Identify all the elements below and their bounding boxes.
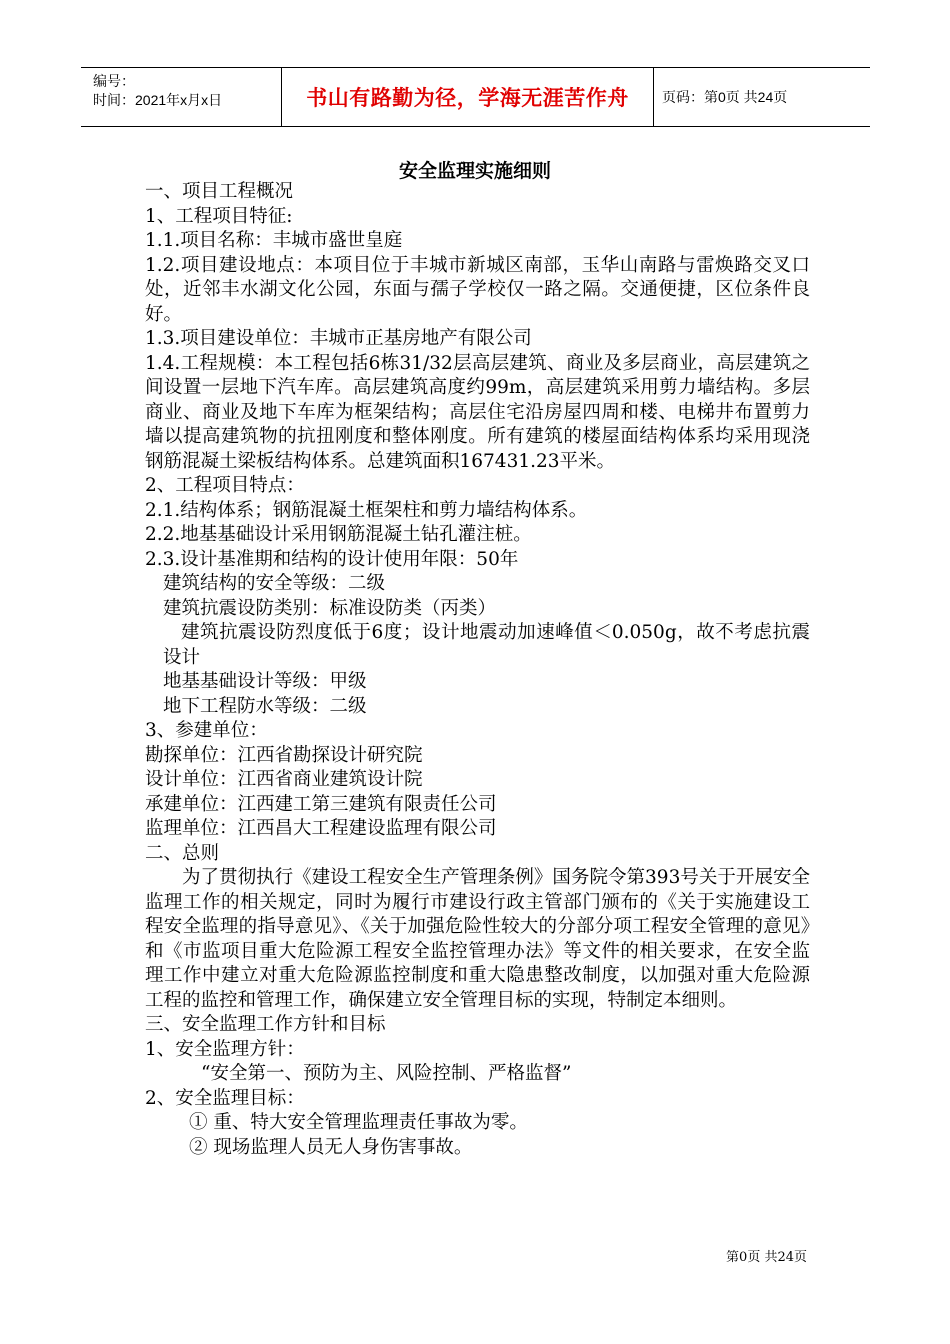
subsection-heading: 3、参建单位： — [145, 720, 268, 741]
subsection-heading: 2、工程项目特点： — [145, 475, 305, 496]
paragraph: 建筑结构的安全等级：二级 — [163, 573, 386, 594]
paragraph: 2.2.地基基础设计采用钢筋混凝土钻孔灌注桩。 — [145, 524, 532, 545]
subsection-heading: 1、安全监理方针： — [145, 1038, 305, 1060]
paragraph: 地基基础设计等级：甲级 — [163, 671, 367, 692]
document-body — [145, 180, 810, 1160]
paragraph: 1.4.工程规模：本工程包括6栋31/32层高层建筑、商业及多层商业，高层建筑之间设置一层地下汽车库。高层建筑高度约99m，高层建筑采用剪力墙结构。多层商业、商业及地下车库为框架结构；高层住宅沿房屋四周和楼、电梯井布置剪力墙以提高建筑物的抗扭刚度和整体刚度。所有建筑的楼屋面结构体系均采用现浇钢筋混凝土梁板结构体系。总建筑面积167431.23平米。 — [145, 352, 810, 472]
paragraph: 为了贯彻执行《建设工程安全生产管理条例》国务院令第393号关于开展安全监理工作的相关规定，同时为履行市建设行政主管部门颁布的《关于实施建设工程安全监理的指导意见》、《关于加强危险性较大的分部分项工程安全管理的意见》和《市监项目重大危险源工程安全监控管理办法》等文件的相关要求，在安全监理工作中建立对重大危险源监控制度和重大隐患整改制度，以加强对重大危险源工程的监控和管理工作，确保建立安全管理目标的实现，特制定本细则。 — [145, 867, 810, 1011]
section-heading: 三、安全监理工作方针和目标 — [145, 1014, 386, 1035]
paragraph: 1.1.项目名称：丰城市盛世皇庭 — [145, 230, 403, 251]
paragraph: 建筑抗震设防类别：标准设防类（丙类） — [163, 597, 497, 619]
paragraph: 地下工程防水等级：二级 — [163, 695, 367, 717]
page-footer: 第0页 共24页 — [726, 1250, 807, 1265]
header-table — [81, 67, 870, 127]
paragraph: 2.3.设计基准期和结构的设计使用年限：50年 — [145, 548, 519, 570]
paragraph: 建筑抗震设防烈度低于6度；设计地震动加速峰值＜0.050g，故不考虑抗震设计 — [163, 622, 810, 668]
paragraph: 1.3.项目建设单位：丰城市正基房地产有限公司 — [145, 328, 532, 349]
list-item: ① 重、特大安全管理监理责任事故为零。 — [189, 1112, 528, 1133]
paragraph: 2.1.结构体系；钢筋混凝土框架柱和剪力墙结构体系。 — [145, 499, 588, 521]
list-item: ② 现场监理人员无人身伤害事故。 — [189, 1136, 473, 1158]
subsection-heading: 2、安全监理目标： — [145, 1087, 305, 1109]
paragraph: 1.2.项目建设地点：本项目位于丰城市新城区南部，玉华山南路与雷焕路交叉口处，近邻丰水湖文化公园，东面与孺子学校仅一路之隔。交通便捷，区位条件良好。 — [145, 254, 810, 325]
document-number: 编号： — [93, 73, 135, 89]
document-title: 安全监理实施细则 — [398, 160, 551, 182]
header-motto: 书山有路勤为径，学海无涯苦作舟 — [281, 68, 654, 126]
subsection-heading: 1、工程项目特征: — [145, 205, 293, 227]
paragraph: 监理单位：江西昌大工程建设监理有限公司 — [145, 818, 497, 839]
paragraph: “安全第一、预防为主、风险控制、严格监督” — [201, 1063, 572, 1084]
section-heading: 一、项目工程概况 — [145, 181, 294, 202]
paragraph: 勘探单位：江西省勘探设计研究院 — [145, 744, 423, 766]
header-meta — [81, 68, 281, 126]
section-heading: 二、总则 — [145, 842, 220, 864]
header-page-number: 页码：第0页 共24页 — [662, 89, 788, 105]
paragraph: 设计单位：江西省商业建筑设计院 — [145, 769, 423, 790]
paragraph: 承建单位：江西建工第三建筑有限责任公司 — [145, 793, 497, 815]
document-time: 时间：2021年x月x日 — [93, 92, 223, 108]
